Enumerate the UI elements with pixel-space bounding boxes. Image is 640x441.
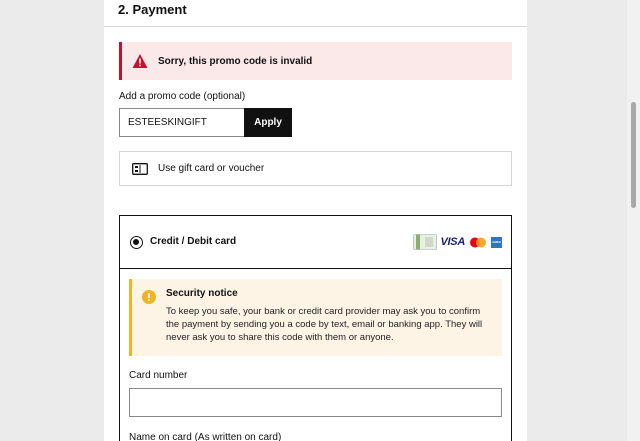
scrollbar-thumb[interactable] (631, 102, 636, 208)
card-option-label: Credit / Debit card (150, 236, 237, 247)
info-icon (142, 290, 156, 304)
card-number-label: Card number (129, 370, 188, 381)
security-notice (129, 279, 502, 356)
visa-logo: VISA (440, 236, 465, 248)
mastercard-logo (469, 237, 487, 248)
card-logos (413, 234, 502, 250)
checkout-page (104, 0, 527, 441)
name-on-card-label: Name on card (As written on card) (129, 432, 282, 441)
notice-title: Security notice (166, 288, 238, 299)
card-radio[interactable] (130, 236, 143, 249)
gift-card-icon (132, 163, 148, 175)
amex-text: AMEX (492, 240, 501, 244)
gift-card-label: Use gift card or voucher (158, 163, 265, 174)
apply-button[interactable]: Apply (244, 108, 292, 137)
card-number-input[interactable] (129, 388, 502, 417)
notice-body: To keep you safe, your bank or credit card provider may ask you to confirm the payment by sending you a code by text, email or banking app. They will never ask you to share this code with them or anyone. (166, 306, 483, 343)
gift-card-logo (413, 234, 437, 250)
warning-icon (132, 53, 148, 69)
scrollbar-track[interactable] (627, 0, 640, 441)
card-option-header[interactable] (120, 216, 511, 269)
payment-method-card (119, 215, 512, 441)
promo-code-label: Add a promo code (optional) (119, 91, 246, 102)
amex-logo (491, 237, 502, 248)
promo-code-input[interactable] (119, 108, 244, 137)
error-message: Sorry, this promo code is invalid (158, 55, 313, 67)
section-title: 2. Payment (118, 2, 187, 17)
gift-card-option[interactable] (119, 151, 512, 186)
error-banner (119, 42, 512, 80)
divider (104, 26, 527, 27)
